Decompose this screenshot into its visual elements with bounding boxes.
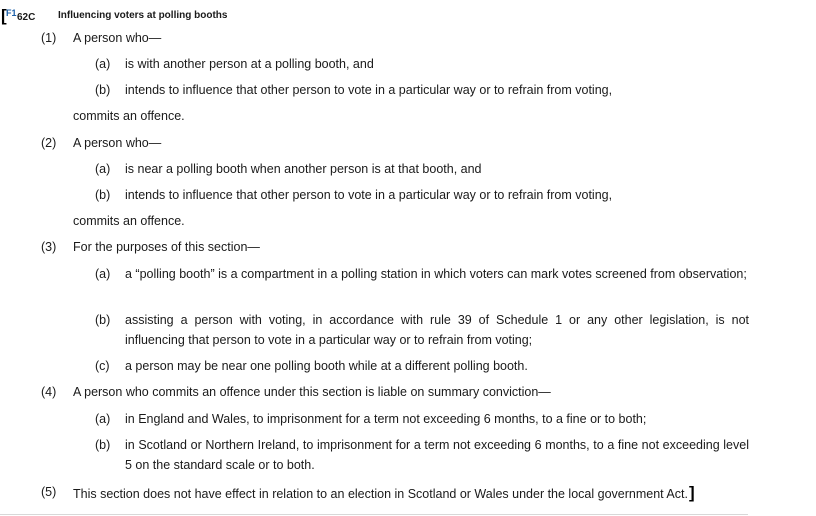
subsection-number: (2): [41, 136, 57, 150]
paragraph-number: (b): [95, 438, 111, 452]
subsection-lead: A person who—: [73, 136, 162, 150]
paragraph-text: a person may be near one polling booth while at a different polling booth.: [125, 359, 528, 373]
footnote-link-f1[interactable]: F1: [6, 8, 17, 18]
subsection-text: [73, 484, 695, 503]
subsection-5-text: This section does not have effect in relation to an election in Scotland or Wales under the local government Act.: [73, 487, 688, 501]
paragraph-text: intends to influence that other person to vote in a particular way or to refrain from voting,: [125, 83, 613, 97]
paragraph-text: is near a polling booth when another person is at that booth, and: [125, 162, 482, 176]
subsection-number: (5): [41, 485, 57, 499]
paragraph-number: (a): [95, 267, 111, 281]
paragraph-number: (b): [95, 188, 111, 202]
subsection-lead: For the purposes of this section—: [73, 240, 260, 254]
paragraph-number: (a): [95, 412, 111, 426]
paragraph-number: (b): [95, 83, 111, 97]
paragraph-number: (b): [95, 313, 111, 327]
subsection-tail: commits an offence.: [73, 214, 185, 228]
subsection-lead: A person who commits an offence under this section is liable on summary conviction—: [73, 385, 551, 399]
subsection-number: (3): [41, 240, 57, 254]
paragraph-3b-text: assisting a person with voting, in accordance with rule 39 of Schedule 1 or any other legislation, is not influencing that person to vote in a particular way or to refrain from voting;: [125, 313, 749, 347]
paragraph-number: (a): [95, 162, 111, 176]
paragraph-number: (a): [95, 57, 111, 71]
paragraph-4b-text: in Scotland or Northern Ireland, to imprisonment for a term not exceeding 6 months, to a fine not exceeding level 5 on the standard scale or to both.: [125, 438, 749, 472]
paragraph-number: (c): [95, 359, 110, 373]
section-title: Influencing voters at polling booths: [58, 10, 228, 21]
subsection-lead: A person who—: [73, 31, 162, 45]
amendment-close-bracket: ]: [688, 483, 695, 502]
amendment-open-bracket: [: [1, 6, 7, 25]
section-number: 62C: [17, 12, 36, 23]
paragraph-text: intends to influence that other person to vote in a particular way or to refrain from voting,: [125, 188, 613, 202]
paragraph-text: is with another person at a polling booth, and: [125, 57, 374, 71]
subsection-number: (1): [41, 31, 57, 45]
paragraph-text: in England and Wales, to imprisonment for a term not exceeding 6 months, to a fine or to both;: [125, 412, 647, 426]
bottom-divider: [0, 514, 748, 515]
paragraph-3a-text: a “polling booth” is a compartment in a polling station in which voters can mark votes screened from observation;: [125, 267, 747, 281]
subsection-tail: commits an offence.: [73, 109, 185, 123]
subsection-number: (4): [41, 385, 57, 399]
